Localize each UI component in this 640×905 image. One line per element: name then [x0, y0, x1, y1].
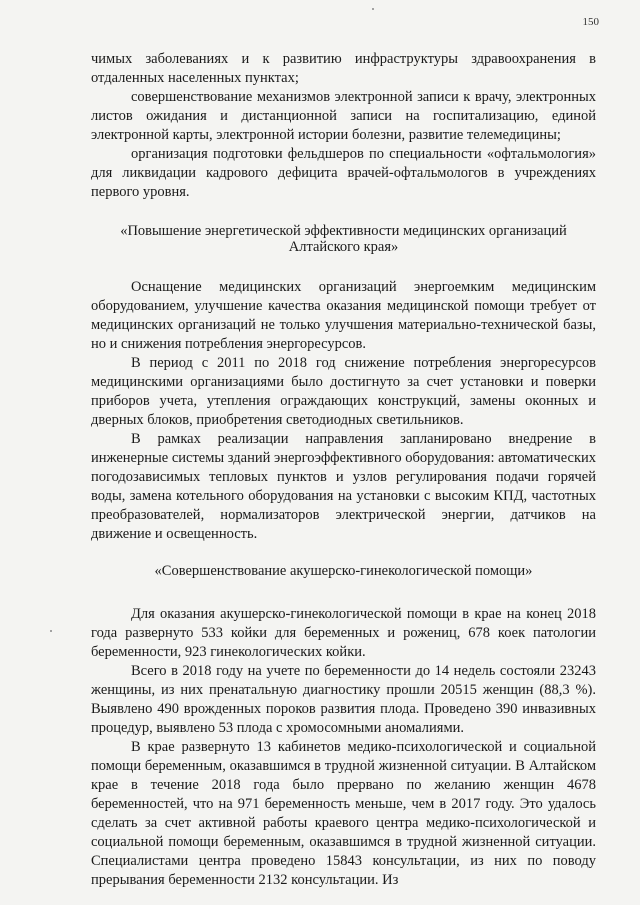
paragraph: Всего в 2018 году на учете по беременности до 14 недель состояли 23243 женщины, из них пренатальную диагностику прошли 20515 женщин (88,3 %). Выявлено 490 врожденных пороков развития плода. Проведено 390 инвазивных процедур, выявлено 53 плода с хромосомными аномалиями. — [91, 663, 596, 736]
page-number: 150 — [582, 16, 599, 28]
paragraph: чимых заболеваниях и к развитию инфраструктуры здравоохранения в отдаленных населенных пунктах; — [91, 51, 596, 86]
scan-speck — [50, 630, 52, 632]
document-body — [91, 50, 596, 890]
section-heading: «Повышение энергетической эффективности медицинских организаций Алтайского края» — [120, 223, 567, 255]
paragraph: организация подготовки фельдшеров по специальности «офтальмология» для ликвидации кадрового дефицита врачей-офтальмологов в учреждениях первого уровня. — [91, 146, 596, 200]
scan-speck — [372, 8, 374, 10]
paragraph: Для оказания акушерско-гинекологической помощи в крае на конец 2018 года развернуто 533 койки для беременных и рожениц, 678 коек патологии беременности, 923 гинекологических койки. — [91, 606, 596, 660]
paragraph: В крае развернуто 13 кабинетов медико-психологической и социальной помощи беременным, оказавшимся в трудной жизненной ситуации. В Алтайском крае в течение 2018 года было прервано по желанию женщин 4678 беременностей, что на 971 беременность меньше, чем в 2017 году. Это удалось сделать за счет активной работы краевого центра медико-психологической и социальной помощи беременным, оказавшимся в трудной жизненной ситуации. Специалистами центра проведено 15843 консультации, из них по поводу прерывания беременности 2132 консультации. Из — [91, 739, 596, 888]
paragraph: совершенствование механизмов электронной записи к врачу, электронных листов ожидания и дистанционной записи на госпитализацию, единой электронной карты, электронной истории болезни, развитие телемедицины; — [91, 89, 596, 143]
section-heading: «Совершенствование акушерско-гинекологической помощи» — [154, 563, 533, 579]
paragraph: Оснащение медицинских организаций энергоемким медицинским оборудованием, улучшение качества оказания медицинской помощи требует от медицинских организаций не только улучшения материально-технической базы, но и снижения потребления энергоресурсов. — [91, 279, 596, 352]
paragraph: В рамках реализации направления запланировано внедрение в инженерные системы зданий энергоэффективного оборудования: автоматических погодозависимых тепловых пунктов и узлов регулирования подачи горячей воды, замена котельного оборудования на установки с высоким КПД, частотных преобразователей, нормализаторов электрической энергии, датчиков на движение и освещенность. — [91, 431, 596, 542]
paragraph: В период с 2011 по 2018 год снижение потребления энергоресурсов медицинскими организациями было достигнуто за счет установки и поверки приборов учета, утепления ограждающих конструкций, замены оконных и дверных блоков, приобретения светодиодных светильников. — [91, 355, 596, 428]
